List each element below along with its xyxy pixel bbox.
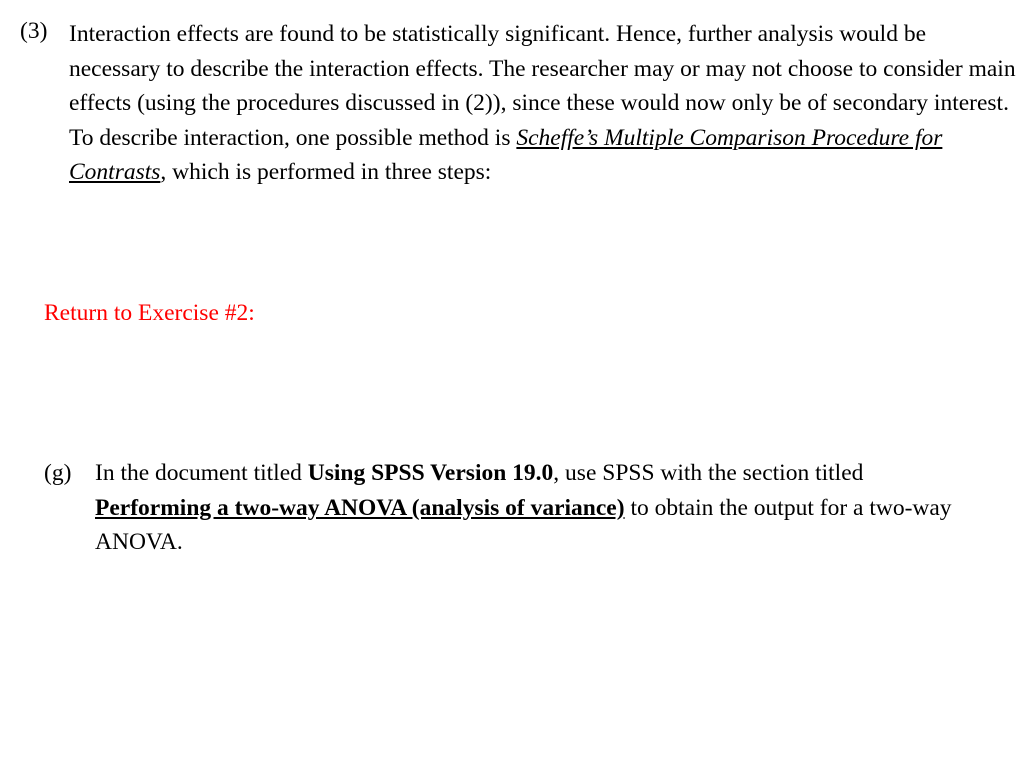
return-to-exercise-link[interactable]: Return to Exercise #2:: [44, 300, 255, 326]
section-number: (3): [20, 18, 48, 44]
item-g-label: (g): [44, 460, 72, 486]
item-g-text-2: , use SPSS with the section titled: [553, 460, 864, 486]
document-title: Using SPSS Version 19.0: [307, 460, 554, 486]
section-3-paragraph: [69, 17, 1017, 190]
section-title-link[interactable]: Performing a two-way ANOVA (analysis of variance): [95, 494, 625, 521]
section-3-text-2: , which is performed in three steps:: [160, 159, 492, 186]
scheffe-method-link[interactable]: Scheffe’s Multiple Comparison Procedure for Contrasts: [69, 124, 943, 186]
item-g-text-1: In the document titled: [95, 460, 308, 486]
section-3-text-1: Interaction effects are found to be statistically significant. Hence, further analysis would be necessary to describe the interaction effects. The researcher may or may not choose to consider main effects (using the procedures discussed in (2)), since these would now only be of secondary interest. To describe interaction, one possible method is: [69, 21, 1016, 151]
item-g-paragraph: [95, 456, 975, 560]
item-g-text-3: to obtain the output for a two-way ANOVA.: [95, 494, 952, 556]
